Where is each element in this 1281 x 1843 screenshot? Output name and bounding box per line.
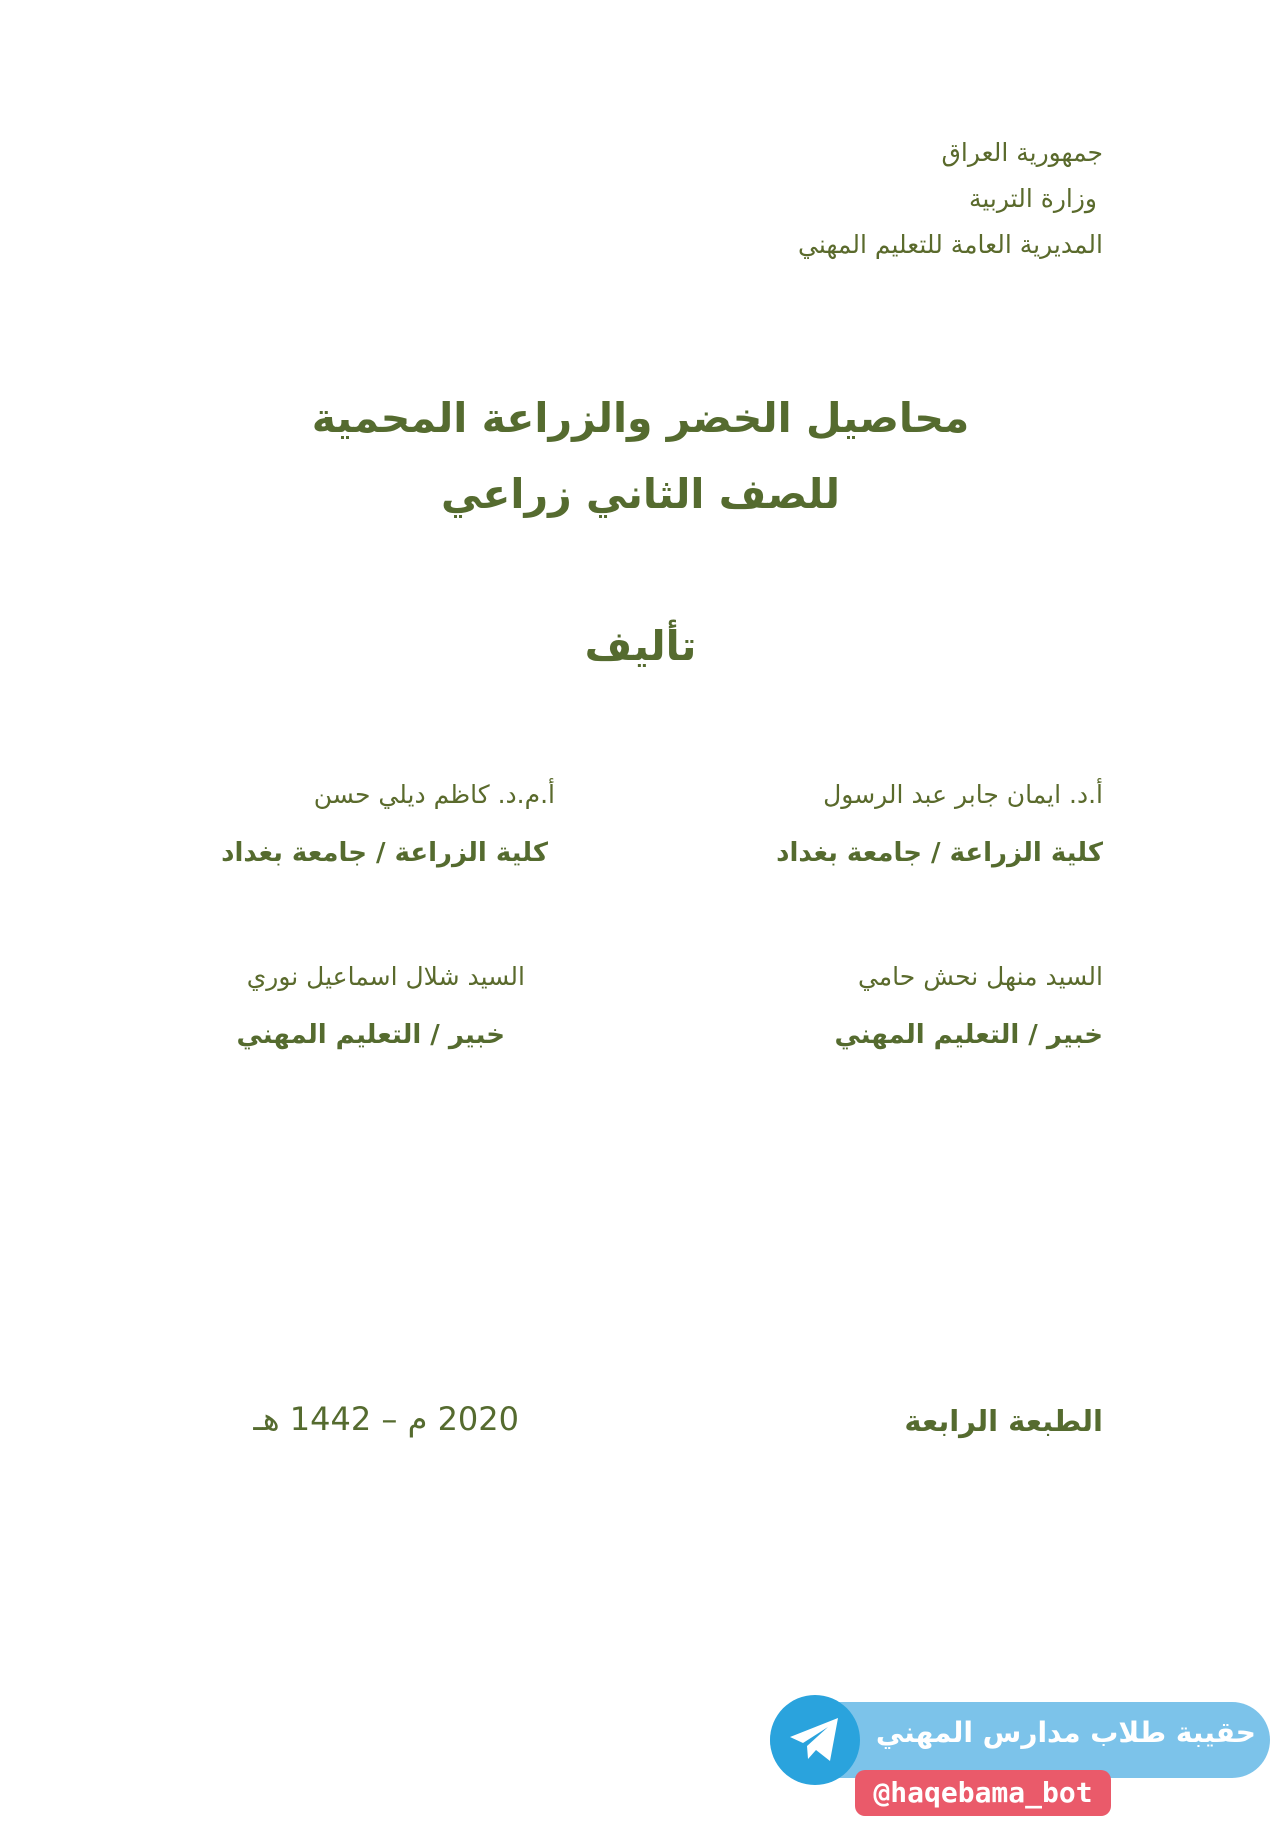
book-title: محاصيل الخضر والزراعة المحمية <box>311 394 970 442</box>
authorship-label: تأليف <box>584 622 697 670</box>
publication-year: 2020 م – 1442 هـ <box>253 1400 519 1438</box>
watermark-title: حقيبة طلاب مدارس المهني <box>875 1716 1256 1749</box>
book-subtitle: للصف الثاني زراعي <box>440 470 841 518</box>
header-directorate: المديرية العامة للتعليم المهني <box>797 230 1103 259</box>
header-country: جمهورية العراق <box>941 138 1103 167</box>
author-4-name: السيد شلال اسماعيل نوري <box>246 962 525 991</box>
author-3-name: السيد منهل نحش حامي <box>857 962 1103 991</box>
header-ministry: وزارة التربية <box>968 184 1097 213</box>
author-1-name: أ.د. ايمان جابر عبد الرسول <box>823 780 1103 809</box>
watermark-handle: @haqebama_bot <box>855 1770 1111 1816</box>
author-4-affiliation: خبير / التعليم المهني <box>236 1020 505 1050</box>
edition-label: الطبعة الرابعة <box>904 1404 1103 1438</box>
author-3-affiliation: خبير / التعليم المهني <box>834 1020 1103 1050</box>
telegram-icon <box>770 1695 860 1785</box>
author-2-affiliation: كلية الزراعة / جامعة بغداد <box>221 838 548 868</box>
author-2-name: أ.م.د. كاظم ديلي حسن <box>313 780 555 809</box>
author-1-affiliation: كلية الزراعة / جامعة بغداد <box>776 838 1103 868</box>
